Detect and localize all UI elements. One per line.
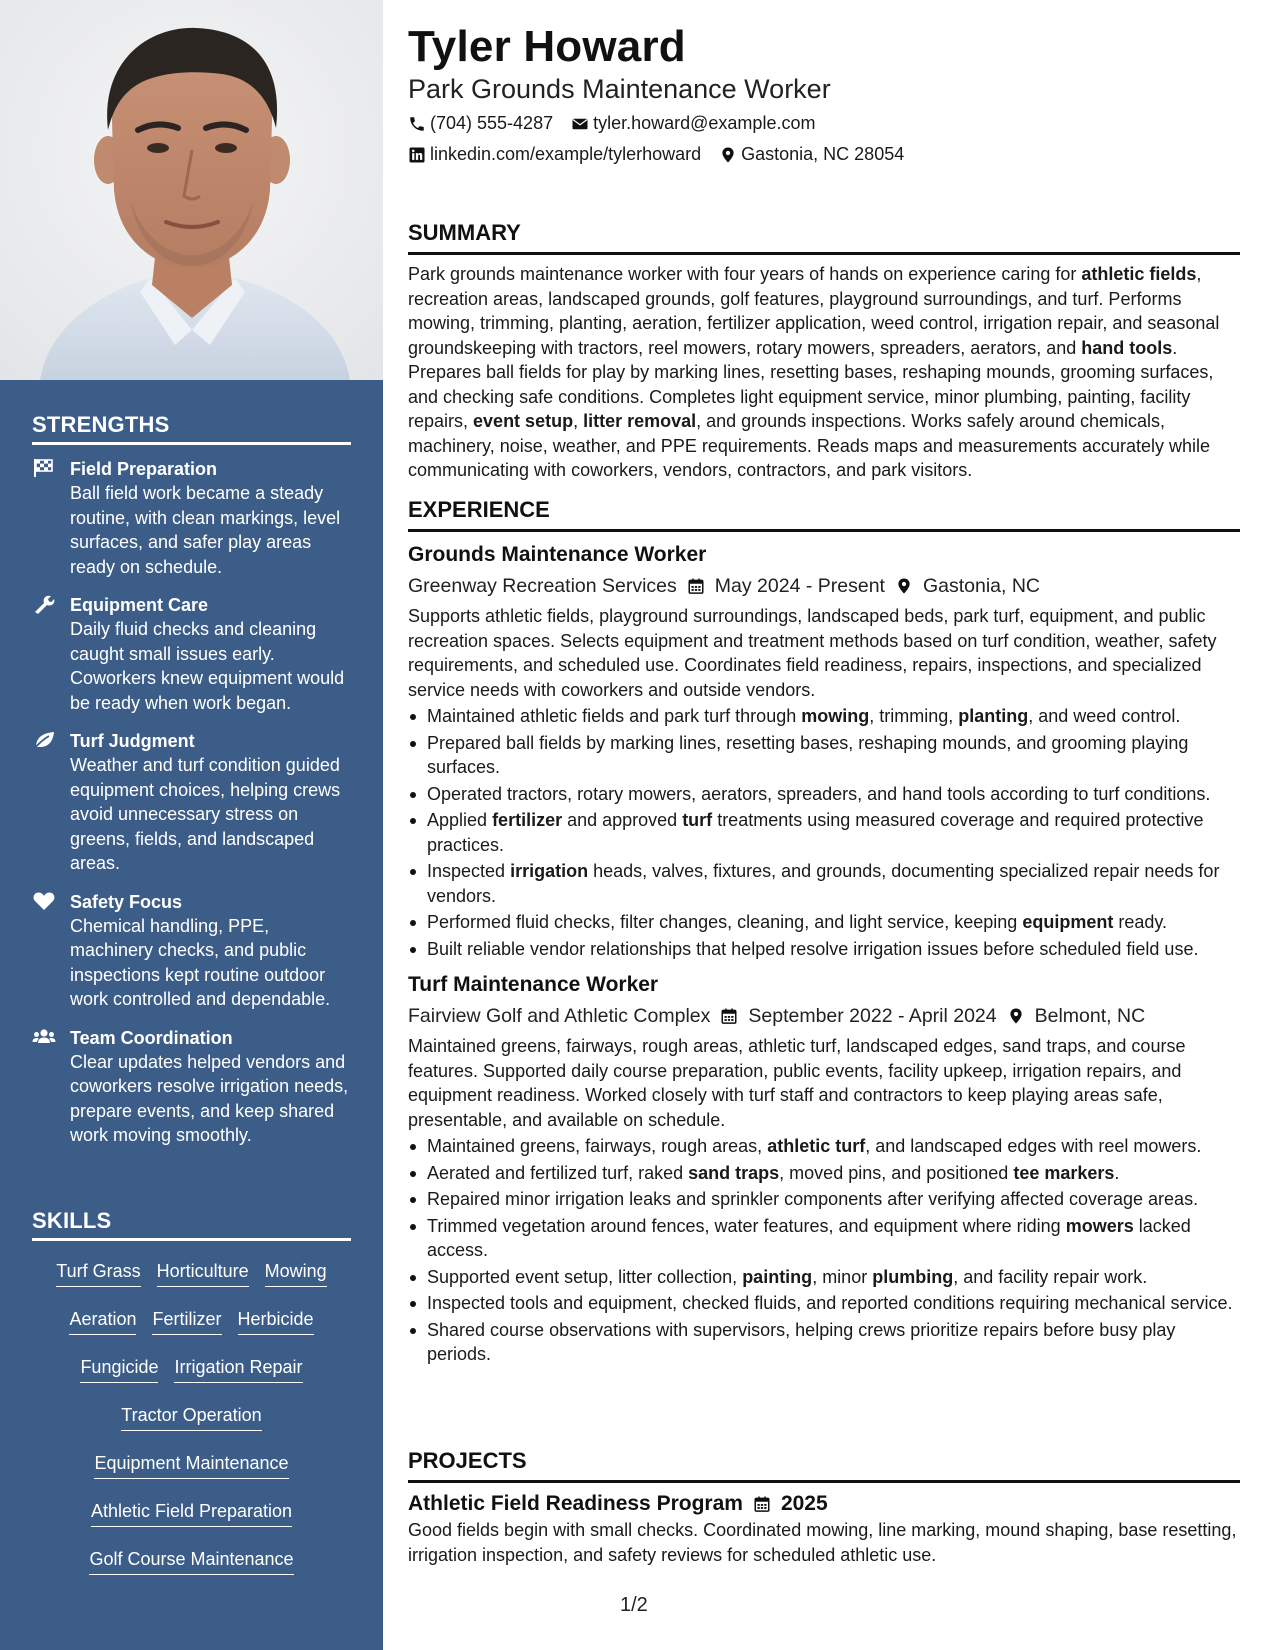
skill-tag: Fertilizer xyxy=(152,1307,221,1335)
bold-keyword: fertilizer xyxy=(492,810,563,830)
envelope-icon xyxy=(571,115,589,133)
skill-tag: Irrigation Repair xyxy=(174,1355,302,1383)
bullet-item: Prepared ball fields by marking lines, resetting bases, reshaping mounds, and grooming playing surfaces. xyxy=(408,731,1240,780)
contact-row xyxy=(408,144,904,165)
contact-row xyxy=(408,113,815,134)
email-text: tyler.howard@example.com xyxy=(593,113,816,133)
strength-title: Team Coordination xyxy=(70,1027,233,1048)
company-name: Greenway Recreation Services xyxy=(408,575,677,597)
experience-heading: EXPERIENCE xyxy=(408,497,1240,532)
strength-text: Weather and turf condition guided equipment choices, helping crews avoid unnecessary stress on greens, fields, and landscaped areas. xyxy=(70,755,341,873)
location-contact xyxy=(719,144,904,165)
job-description: Supports athletic fields, playground surroundings, landscaped beds, park turf, equipment, and public recreation spaces. Selects equipment and treatment methods based on turf condition, weather, safety requirements, and scheduled use. Coordinates field readiness, repairs, inspections, and specialized service needs with coworkers and outside vendors. xyxy=(408,606,1217,700)
profile-photo xyxy=(0,0,383,380)
bullet-item: Inspected tools and equipment, checked fluids, and reported conditions requiring mechanical service. xyxy=(408,1291,1240,1316)
skill-tag: Mowing xyxy=(265,1259,327,1287)
skill-tag: Horticulture xyxy=(157,1259,249,1287)
bold-keyword: irrigation xyxy=(510,861,589,881)
map-pin-icon xyxy=(1007,1007,1025,1025)
bullet-item: Maintained athletic fields and park turf through mowing, trimming, planting, and weed control. xyxy=(408,704,1240,729)
job-dates: May 2024 - Present xyxy=(714,575,885,597)
project-description: Good fields begin with small checks. Coordinated mowing, line marking, mound shaping, base resetting, irrigation inspection, and safety reviews for scheduled athletic use. xyxy=(408,1520,1237,1565)
project-year: 2025 xyxy=(780,1492,828,1515)
bullet-item: Supported event setup, litter collection, painting, minor plumbing, and facility repair work. xyxy=(408,1265,1240,1290)
strength-text: Daily fluid checks and cleaning caught small issues early. Coworkers knew equipment would be ready when work began. xyxy=(70,619,345,713)
wrench-icon xyxy=(32,594,56,614)
phone-text: (704) 555-4287 xyxy=(430,113,554,133)
bullet-item: Operated tractors, rotary mowers, aerators, spreaders, and hand tools according to turf conditions. xyxy=(408,782,1240,807)
bold-keyword: athletic fields xyxy=(1081,264,1197,284)
map-pin-icon xyxy=(895,577,913,595)
bold-keyword: tee markers xyxy=(1013,1162,1115,1183)
job-location: Belmont, NC xyxy=(1034,1005,1146,1027)
experience-section xyxy=(408,497,1240,1369)
skill-row xyxy=(32,1443,351,1491)
projects-section xyxy=(408,1448,1240,1567)
calendar-icon xyxy=(687,577,705,595)
heart-icon xyxy=(32,891,56,911)
portrait-image xyxy=(0,0,383,380)
projects-heading: PROJECTS xyxy=(408,1448,1240,1483)
job-title-header: Park Grounds Maintenance Worker xyxy=(408,74,831,104)
skill-row xyxy=(32,1395,351,1443)
job-bullets xyxy=(408,704,1240,961)
calendar-icon xyxy=(753,1495,771,1513)
phone-contact xyxy=(408,113,553,134)
skills-heading: SKILLS xyxy=(32,1208,351,1241)
bullet-item: Aerated and fertilized turf, raked sand traps, moved pins, and positioned tee markers. xyxy=(408,1161,1240,1186)
bold-keyword: planting xyxy=(958,706,1029,726)
bullet-item: Trimmed vegetation around fences, water features, and equipment where riding mowers lacked access. xyxy=(408,1214,1240,1263)
linkedin-icon xyxy=(408,146,426,164)
strength-title: Equipment Care xyxy=(70,595,209,615)
job-dates: September 2022 - April 2024 xyxy=(748,1005,997,1027)
skill-tag: Fungicide xyxy=(80,1355,158,1383)
bullet-item: Shared course observations with supervisors, helping crews prioritize repairs before busy play periods. xyxy=(408,1318,1240,1367)
linkedin-contact xyxy=(408,144,701,165)
job-entry xyxy=(408,541,1240,961)
email-contact xyxy=(571,113,815,134)
job-bullets xyxy=(408,1134,1240,1367)
bold-keyword: mowing xyxy=(801,706,870,726)
location-text: Gastonia, NC 28054 xyxy=(741,144,905,164)
users-icon xyxy=(32,1027,56,1047)
bold-keyword: litter removal xyxy=(583,411,697,431)
skills-section xyxy=(32,1208,351,1587)
strength-title: Safety Focus xyxy=(70,891,183,912)
bullet-item: Maintained greens, fairways, rough areas, athletic turf, and landscaped edges with reel mowers. xyxy=(408,1134,1240,1159)
bullet-item: Performed fluid checks, filter changes, cleaning, and light service, keeping equipment ready. xyxy=(408,910,1240,935)
skill-row xyxy=(32,1539,351,1587)
bold-keyword: mowers xyxy=(1065,1215,1134,1236)
bold-keyword: plumbing xyxy=(872,1266,954,1287)
job-entry xyxy=(408,971,1240,1367)
job-title: Grounds Maintenance Worker xyxy=(408,543,707,566)
strength-text: Clear updates helped vendors and coworkers resolve irrigation needs, prepare events, and keep shared work moving smoothly. xyxy=(70,1051,349,1145)
map-pin-icon xyxy=(719,146,737,164)
summary-heading: SUMMARY xyxy=(408,220,1240,255)
bold-keyword: turf xyxy=(682,810,713,830)
bold-keyword: event setup xyxy=(473,411,574,431)
checkered-flag-icon xyxy=(32,458,56,478)
project-title-row xyxy=(408,1490,1240,1518)
strength-item xyxy=(32,729,351,876)
strength-text: Ball field work became a steady routine, with clean markings, level surfaces, and safer play areas ready on schedule. xyxy=(70,483,341,577)
job-location: Gastonia, NC xyxy=(922,575,1041,597)
bullet-item: Applied fertilizer and approved turf treatments using measured coverage and required protective practices. xyxy=(408,808,1240,857)
leaf-icon xyxy=(32,730,56,750)
bold-keyword: sand traps xyxy=(688,1162,780,1183)
skill-tag: Golf Course Maintenance xyxy=(89,1547,293,1575)
page-number: 1/2 xyxy=(620,1594,648,1616)
strength-item xyxy=(32,1026,351,1148)
skills-list xyxy=(32,1251,351,1587)
job-meta xyxy=(408,572,1240,600)
project-entry xyxy=(408,1490,1240,1567)
strength-item xyxy=(32,593,351,715)
strength-title: Turf Judgment xyxy=(70,731,195,751)
strength-item xyxy=(32,890,351,1012)
summary-section xyxy=(408,220,1240,483)
linkedin-text: linkedin.com/example/tylerhoward xyxy=(430,144,702,164)
skill-tag: Herbicide xyxy=(238,1307,314,1335)
skill-tag: Athletic Field Preparation xyxy=(91,1499,292,1527)
company-name: Fairview Golf and Athletic Complex xyxy=(408,1005,711,1027)
skill-row xyxy=(32,1491,351,1539)
skill-tag: Tractor Operation xyxy=(121,1403,261,1431)
job-description: Maintained greens, fairways, rough areas, athletic turf, landscaped edges, sand traps, and course features. Supported daily course preparation, public events, facility upkeep, irrigation repairs, and equipment readiness. Worked closely with turf staff and contractors to keep playing areas safe, presentable, and available on schedule. xyxy=(408,1036,1186,1130)
skill-tag: Aeration xyxy=(69,1307,136,1335)
sidebar xyxy=(0,0,383,1650)
job-title: Turf Maintenance Worker xyxy=(408,973,659,996)
phone-icon xyxy=(408,115,426,133)
skill-tag: Turf Grass xyxy=(56,1259,140,1287)
strengths-heading: STRENGTHS xyxy=(32,412,351,445)
bullet-item: Inspected irrigation heads, valves, fixtures, and grounds, documenting specialized repair needs for vendors. xyxy=(408,859,1240,908)
candidate-name: Tyler Howard xyxy=(408,22,686,71)
bold-keyword: equipment xyxy=(1022,912,1114,932)
bold-keyword: hand tools xyxy=(1081,337,1173,358)
project-title: Athletic Field Readiness Program xyxy=(408,1492,743,1515)
bullet-item: Built reliable vendor relationships that helped resolve irrigation issues before scheduled field use. xyxy=(408,937,1240,962)
bold-keyword: athletic turf xyxy=(767,1136,866,1156)
calendar-icon xyxy=(720,1007,738,1025)
bullet-item: Repaired minor irrigation leaks and sprinkler components after verifying affected coverage areas. xyxy=(408,1187,1240,1212)
job-meta xyxy=(408,1002,1240,1030)
summary-text: Park grounds maintenance worker with four years of hands on experience caring for athletic fields, recreation areas, landscaped grounds, golf features, playground surroundings, and turf. Performs mowing, trimming, planting, aeration, fertilizer application, weed control, irrigation repair, and seasonal groundskeeping with tractors, reel mowers, rotary mowers, spreaders, aerators, and hand tools. Prepares ball fields for play by marking lines, resetting bases, reshaping mounds, grooming surfaces, and checking safe conditions. Completes light equipment service, minor plumbing, painting, facility repairs, event setup, litter removal, and grounds inspections. Works safely around chemicals, machinery, noise, weather, and PPE requirements. Reads maps and measurements accurately while communicating with coworkers, vendors, contractors, and park visitors. xyxy=(408,264,1220,480)
skill-tag: Equipment Maintenance xyxy=(94,1451,288,1479)
strength-item xyxy=(32,457,351,579)
strength-title: Field Preparation xyxy=(70,459,218,479)
bold-keyword: painting xyxy=(742,1266,813,1287)
strength-text: Chemical handling, PPE, machinery checks, and public inspections kept routine outdoor work controlled and dependable. xyxy=(70,915,331,1009)
strengths-section xyxy=(32,412,351,1148)
